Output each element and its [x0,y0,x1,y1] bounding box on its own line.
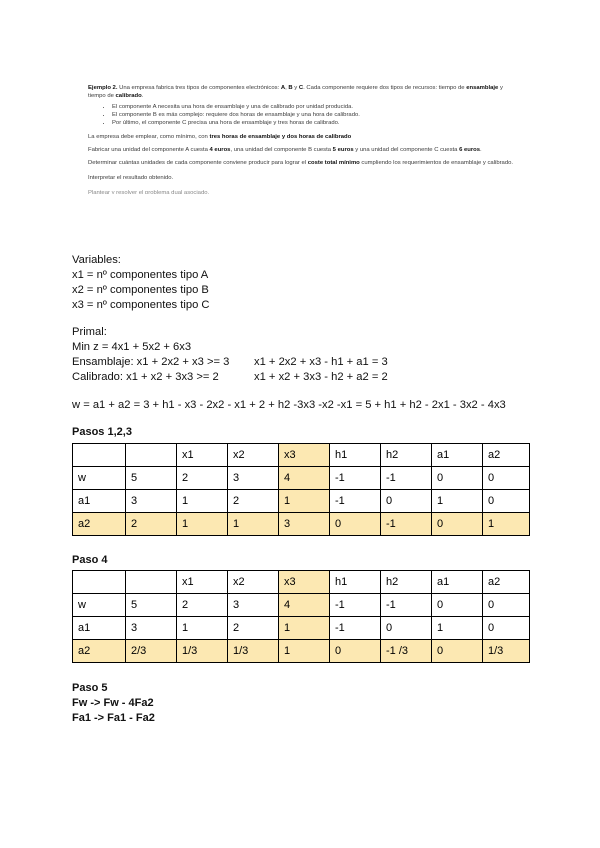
cost-b: 5 euros [332,147,354,153]
table-cell: 1/3 [177,640,228,663]
table-cell: h1 [330,444,381,467]
table-cell: 1 [177,490,228,513]
objective-function: Min z = 4x1 + 5x2 + 6x3 [72,341,192,353]
table-cell: a2 [483,444,530,467]
table-cell: 0 [483,594,530,617]
table-row [73,594,530,617]
pivot-column-cell: x3 [279,571,330,594]
calibrado-standard-form: x1 + x2 + 3x3 - h2 + a2 = 2 [254,371,388,383]
list-item: • Por último, el componente C precisa una hora de ensamblaje y tres horas de calibrado. [112,119,520,127]
problem-statement [88,84,520,194]
table-cell [73,444,126,467]
table-cell: 2 [228,490,279,513]
list-item: • El componente A necesita una hora de ensamblaje y una de calibrado por unidad producida. [112,103,520,111]
ensamblaje-constraint [72,355,532,370]
pivot-cell: 1 [279,640,330,663]
table-cell: 0 [483,490,530,513]
table-cell: a1 [432,571,483,594]
paso-5-section [72,681,532,726]
table-cell: 2 [177,594,228,617]
table-cell: 2 [228,617,279,640]
ensamblaje-standard-form: x1 + 2x2 + x3 - h1 + a1 = 3 [254,356,388,368]
statement-text: . [480,147,482,153]
cost-a: 4 euros [209,147,231,153]
statement-text: Determinar cuántas unidades de cada componente conviene producir para lograr el [88,160,308,166]
table-cell: 0 [330,513,381,536]
pivot-row [73,640,530,663]
row-operation-w: Fw -> Fw - 4Fa2 [72,697,154,709]
minimum-hours: tres horas de ensamblaje y dos horas de calibrado [209,134,352,140]
table-cell: 0 [432,513,483,536]
statement-text: y [292,85,299,91]
statement-text: La empresa debe emplear, como mínimo, con [88,134,210,140]
table-cell: x1 [177,571,228,594]
table-cell: 3 [126,490,177,513]
table-cell: -1 [381,594,432,617]
table-cell: 1/3 [483,640,530,663]
table-cell: a1 [432,444,483,467]
table-row [73,617,530,640]
statement-intro [88,84,520,100]
paso-5-heading: Paso 5 [72,682,108,694]
table-cell: 0 [432,594,483,617]
example-label: Ejemplo 2. [88,85,118,91]
table-header-row [73,444,530,467]
table-cell: 1 [432,617,483,640]
table-cell: x2 [228,571,279,594]
w-equation: w = a1 + a2 = 3 + h1 - x3 - 2x2 - x1 + 2 + h2 -3x3 -x2 -x1 = 5 + h1 + h2 - 2x1 - 3x2 - 4x3 [72,399,506,411]
table-cell: a2 [73,513,126,536]
table-cell: 3 [228,467,279,490]
variable-x2: x2 = nº componentes tipo B [72,284,209,296]
table-cell [126,444,177,467]
calibrado-constraint [72,370,532,385]
table-cell: h2 [381,571,432,594]
simplex-table-1 [72,443,530,536]
table-cell: 1/3 [228,640,279,663]
statement-interpret: Interpretar el resultado obtenido. [88,175,174,181]
w-equation-section [72,398,532,413]
table-cell: 5 [126,467,177,490]
statement-costs [88,146,520,154]
statement-text: cumpliendo los requerimientos de ensamblaje y calibrado. [359,160,514,166]
statement-minimum [88,133,520,141]
variables-title: Variables: [72,254,121,266]
paso-4-heading: Paso 4 [72,554,108,566]
pivot-column-cell: 1 [279,490,330,513]
table-cell: 1 [432,490,483,513]
statement-text: . Cada componente requiere dos tipos de recursos: tiempo de [303,85,467,91]
table-cell: h2 [381,444,432,467]
ensamblaje-inequality: Ensamblaje: x1 + 2x2 + x3 >= 3 [72,356,230,368]
pivot-column-cell: 4 [279,594,330,617]
table-cell [73,571,126,594]
calibrado-term: calibrado [115,93,142,99]
table-cell: -1 [381,467,432,490]
requirements-list [88,103,520,127]
pivot-column-cell: 1 [279,617,330,640]
table-cell: 0 [330,640,381,663]
primal-title: Primal: [72,326,107,338]
component-c: C [298,85,304,91]
table-cell: a1 [73,617,126,640]
table-cell: x1 [177,444,228,467]
table-cell: 0 [381,617,432,640]
table-cell: -1 [330,490,381,513]
statement-text: y una unidad del componente C cuesta [353,147,460,153]
list-item: • El componente B es más complejo: requiere dos horas de ensamblaje y una hora de calibrado. [112,111,520,119]
pivot-column-cell: x3 [279,444,330,467]
table-cell: 0 [432,640,483,663]
table-cell: 1 [483,513,530,536]
variable-x3: x3 = nº componentes tipo C [72,299,210,311]
simplex-table-2 [72,570,530,663]
table-row [73,490,530,513]
pivot-row [73,513,530,536]
cost-c: 6 euros [459,147,481,153]
statement-text: Fabricar una unidad del componente A cuesta [88,147,210,153]
table-row [73,467,530,490]
statement-text: y tiempo de [88,85,503,99]
statement-goal [88,159,520,167]
table-cell: w [73,467,126,490]
table-cell: -1 [330,594,381,617]
table-cell [126,571,177,594]
pivot-cell: 3 [279,513,330,536]
table-cell: 2 [177,467,228,490]
statement-dual: Plantear y resolver el problema dual asociado. [88,190,210,194]
row-operation-a1: Fa1 -> Fa1 - Fa2 [72,712,155,724]
table-cell: 0 [381,490,432,513]
table-cell: -1 [330,617,381,640]
table-cell: 0 [432,467,483,490]
table-cell: a2 [73,640,126,663]
component-a: A [280,85,286,91]
table-cell: 1 [177,513,228,536]
statement-text: Una empresa fabrica tres tipos de componentes electrónicos: [117,85,281,91]
table-cell: -1 [381,513,432,536]
table-cell: 2 [126,513,177,536]
ensamblaje-term: ensamblaje [466,85,499,91]
pivot-column-cell: 4 [279,467,330,490]
primal-section [72,325,532,385]
table-cell: x2 [228,444,279,467]
table-cell: h1 [330,571,381,594]
table-cell: 1 [177,617,228,640]
table-cell: 2/3 [126,640,177,663]
table-header-row [73,571,530,594]
table-cell: 3 [228,594,279,617]
pasos-123-heading: Pasos 1,2,3 [72,426,132,438]
variable-x1: x1 = nº componentes tipo A [72,269,209,281]
statement-text: , [285,85,289,91]
table-cell: a2 [483,571,530,594]
table-cell: -1 [330,467,381,490]
statement-text: . [141,93,144,99]
table-cell: 0 [483,467,530,490]
table-cell: w [73,594,126,617]
table-cell: 0 [483,617,530,640]
statement-text: , una unidad del componente B cuesta [230,147,333,153]
minimum-cost: coste total mínimo [307,160,360,166]
table-cell: a1 [73,490,126,513]
table-cell: -1 /3 [381,640,432,663]
calibrado-inequality: Calibrado: x1 + x2 + 3x3 >= 2 [72,371,219,383]
table-cell: 3 [126,617,177,640]
table-cell: 5 [126,594,177,617]
table-cell: 1 [228,513,279,536]
component-b: B [288,85,293,91]
variables-section [72,253,532,313]
